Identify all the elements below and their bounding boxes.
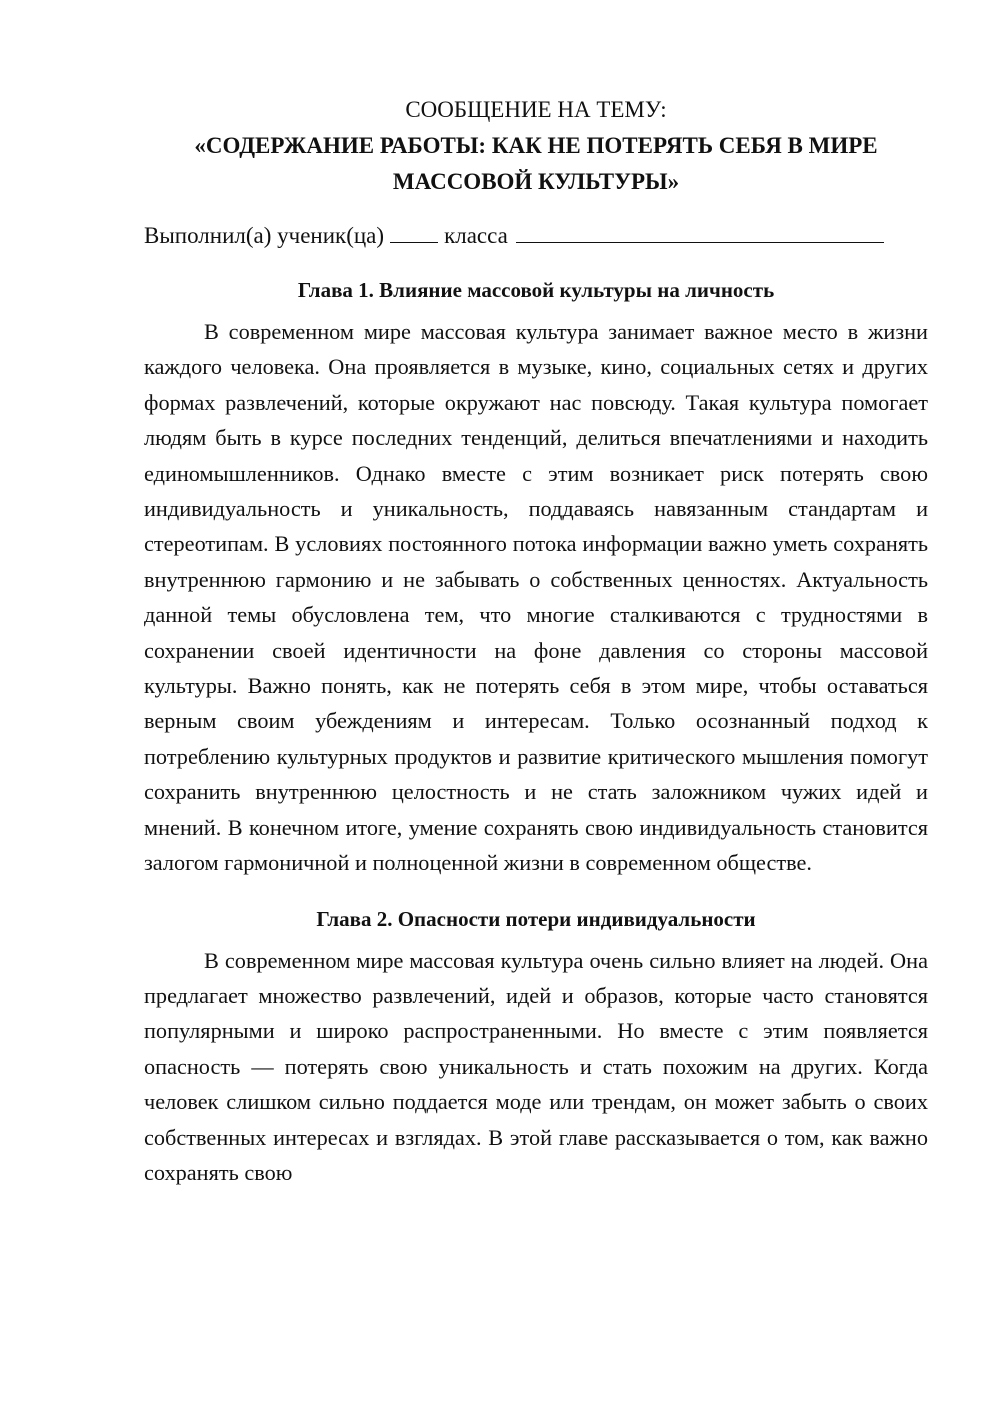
chapter-1-paragraph: В современном мире массовая культура занимает важное место в жизни каждого человека. Она проявляется в музыке, кино, социальных сетях и других формах развлечений, которые окружают нас повсюду. Такая культура помогает людям быть в курсе последних тенденций, делиться впечатлениями и находить единомышленников. Однако вместе с этим возникает риск потерять свою индивидуальность и уникальность, поддаваясь навязанным стандартам и стереотипам. В условиях постоянного потока информации важно уметь сохранять внутреннюю гармонию и не забывать о собственных ценностях. Актуальность данной темы обусловлена тем, что многие сталкиваются с трудностями в сохранении своей идентичности на фоне давления со стороны массовой культуры. Важно понять, как не потерять себя в этом мире, чтобы оставаться верным своим убеждениям и интересам. Только осознанный подход к потреблению культурных продуктов и развитие критического мышления помогут сохранить внутреннюю целостность и не стать заложником чужих идей и мнений. В конечном итоге, умение сохранять свою индивидуальность становится залогом гармоничной и полноценной жизни в современном обществе. (144, 319, 928, 876)
performer-label: Выполнил(а) ученик(ца) (144, 223, 385, 248)
chapter-2-heading: Глава 2. Опасности потери индивидуальности (316, 906, 756, 931)
performer-line (144, 218, 928, 254)
class-number-blank (390, 222, 438, 243)
class-label: класса (444, 223, 508, 248)
document-body (144, 92, 928, 1190)
chapter-1-heading: Глава 1. Влияние массовой культуры на личность (297, 278, 775, 302)
document-header: СООБЩЕНИЕ НА ТЕМУ: (405, 97, 667, 122)
student-name-blank (516, 222, 884, 243)
document-title: «СОДЕРЖАНИЕ РАБОТЫ: КАК НЕ ПОТЕРЯТЬ СЕБЯ В МИРЕ МАССОВОЙ КУЛЬТУРЫ» (194, 133, 878, 194)
chapter-2-paragraph: В современном мире массовая культура очень сильно влияет на людей. Она предлагает множество развлечений, идей и образов, которые часто становятся популярными и широко распространенными. Но вместе с этим появляется опасность — потерять свою уникальность и стать похожим на других. Когда человек слишком сильно поддается моде или трендам, он может забыть о своих собственных интересах и взглядах. В этой главе рассказывается о том, как важно сохранять свою (144, 947, 928, 1185)
